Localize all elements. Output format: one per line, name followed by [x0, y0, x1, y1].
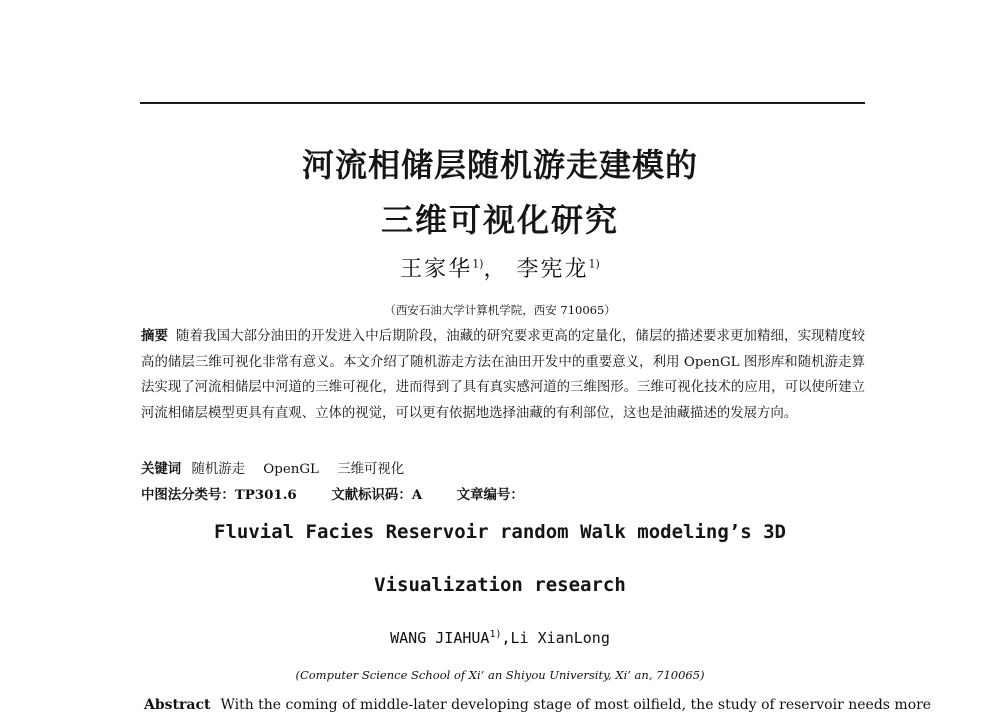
chinese-title-line-1: 河流相储层随机游走建模的: [301, 146, 698, 184]
english-authors: [0, 629, 1000, 647]
english-title-line-1: Fluvial Facies Reservoir random Walk modeling’s 3D: [214, 521, 786, 543]
header-rule: [140, 102, 865, 104]
chinese-title-line-2: 三维可视化研究: [380, 201, 619, 239]
author-2-mark: 1): [588, 257, 600, 271]
english-abstract-label: Abstract: [144, 697, 211, 713]
keywords-line: [141, 458, 418, 477]
document-code: 文献标识码：A: [331, 487, 423, 503]
english-title-line-2: Visualization research: [374, 574, 626, 596]
english-abstract: [144, 697, 932, 713]
classification-line: [141, 484, 554, 503]
article-number: 文章编号：: [456, 487, 524, 503]
english-affiliation: (Computer Science School of Xi’ an Shiyou University, Xi’ an, 710065): [295, 668, 705, 682]
author-1-mark: 1): [472, 257, 484, 271]
english-author-1: WANG JIAHUA: [390, 629, 490, 647]
clc-number: 中图法分类号：TP301.6: [141, 487, 297, 503]
chinese-authors: [0, 252, 1000, 283]
author-1: 王家华: [400, 257, 473, 282]
author-separator: ，: [483, 257, 508, 282]
keywords-label: 关键词: [141, 461, 182, 477]
chinese-affiliation: （西安石油大学计算机学院，西安 710065）: [384, 303, 616, 317]
chinese-abstract: [141, 324, 865, 426]
keyword-3: 三维可视化: [337, 462, 405, 477]
english-author-1-mark: 1): [489, 629, 502, 640]
abstract-label: 摘要: [141, 328, 169, 344]
keyword-2: OpenGL: [263, 462, 319, 477]
english-abstract-text: With the coming of middle-later developing stage of most oilfield, the study of reservoir needs more: [220, 697, 932, 713]
keyword-1: 随机游走: [191, 462, 245, 477]
author-2: 李宪龙: [516, 257, 589, 282]
abstract-text: 随着我国大部分油田的开发进入中后期阶段，油藏的研究要求更高的定量化，储层的描述要求更加精细，实现精度较高的储层三维可视化非常有意义。本文介绍了随机游走方法在油田开发中的重要意义，利用 OpenGL 图形库和随机游走算法实现了河流相储层中河道的三维可视化，进而得到了具有真实感河道的三维图形。三维可视化技术的应用，可以使所建立河流相储层模型更具有直观、立体的视觉，可以更有依据地选择油藏的有利部位，这也是油藏描述的发展方向。: [141, 329, 866, 421]
english-author-2: ,Li XianLong: [501, 629, 610, 647]
